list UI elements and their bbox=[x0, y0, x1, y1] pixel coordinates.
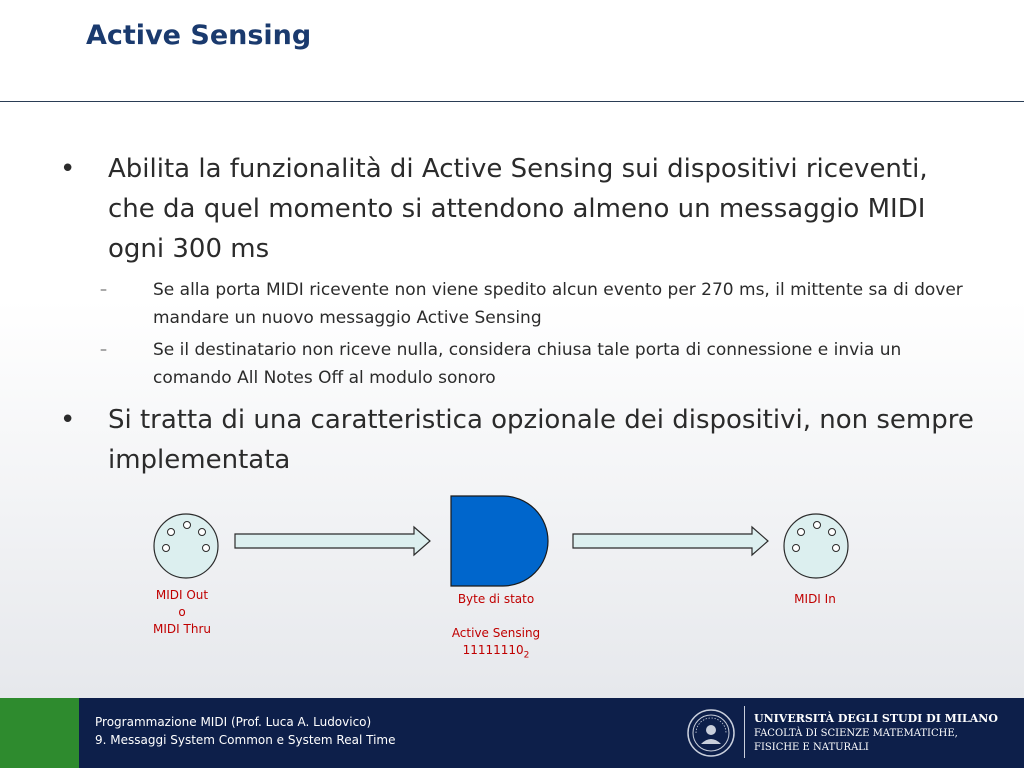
bullet-2 bbox=[60, 400, 980, 482]
status-byte-gate-icon bbox=[451, 496, 548, 586]
midi-out-connector-icon bbox=[154, 514, 218, 578]
binary-base-subscript: 2 bbox=[523, 650, 530, 661]
midi-in-caption bbox=[775, 591, 855, 608]
bullet-marker: • bbox=[60, 405, 76, 435]
bullet-marker: • bbox=[60, 154, 76, 184]
bullet-2-text: Si tratta di una caratteristica opzionale dei dispositivi, non sempre implementata bbox=[108, 405, 974, 475]
active-sensing-label: Active Sensing bbox=[451, 626, 541, 640]
sub-bullet-marker: – bbox=[100, 282, 107, 298]
sub-bullet-1 bbox=[100, 276, 980, 334]
arrow-right-icon bbox=[235, 527, 430, 555]
sub-bullet-marker: – bbox=[100, 342, 107, 358]
status-byte-label: Byte di stato bbox=[457, 592, 535, 606]
midi-in-label: MIDI In bbox=[794, 592, 836, 606]
sub-bullet-2-text: Se il destinatario non riceve nulla, considera chiusa tale porta di connessione e invia un comando All Notes Off al modulo sonoro bbox=[153, 340, 902, 388]
footer-chapter: 9. Messaggi System Common e System Real Time bbox=[95, 733, 396, 747]
faculty-line-2: FISICHE E NATURALI bbox=[754, 742, 869, 753]
footer-bar bbox=[0, 698, 1024, 768]
binary-value-digits: 11111110 bbox=[462, 643, 524, 657]
footer-accent-block bbox=[0, 698, 79, 768]
midi-thru-label: MIDI Thru bbox=[153, 622, 211, 636]
midi-out-caption bbox=[136, 587, 228, 638]
midi-out-label: MIDI Out bbox=[155, 588, 209, 602]
bullet-1-text: Abilita la funzionalità di Active Sensing sui dispositivi riceventi, che da quel momento si attendono almeno un messaggio MIDI ogni 300 ms bbox=[108, 154, 928, 264]
faculty-line-1: FACOLTÀ DI SCIENZE MATEMATICHE, bbox=[754, 728, 958, 739]
university-name: UNIVERSITÀ DEGLI STUDI DI MILANO bbox=[754, 712, 998, 725]
university-logo bbox=[686, 706, 1016, 760]
active-sensing-diagram bbox=[0, 490, 1024, 670]
bullet-1 bbox=[60, 149, 980, 269]
arrow-right-icon bbox=[573, 527, 768, 555]
sub-bullet-1-text: Se alla porta MIDI ricevente non viene spedito alcun evento per 270 ms, il mittente sa di dover mandare un nuovo messaggio Active Sensing bbox=[153, 280, 963, 328]
logo-divider bbox=[744, 706, 745, 758]
midi-or-label: o bbox=[178, 605, 186, 619]
title-divider bbox=[0, 101, 1024, 102]
midi-in-connector-icon bbox=[784, 514, 848, 578]
status-byte-caption bbox=[430, 591, 562, 664]
binary-value bbox=[430, 642, 562, 664]
university-seal-icon bbox=[686, 708, 736, 758]
footer-course: Programmazione MIDI (Prof. Luca A. Ludovico) bbox=[95, 715, 372, 729]
sub-bullet-2 bbox=[100, 336, 980, 394]
slide-title: Active Sensing bbox=[86, 20, 312, 51]
